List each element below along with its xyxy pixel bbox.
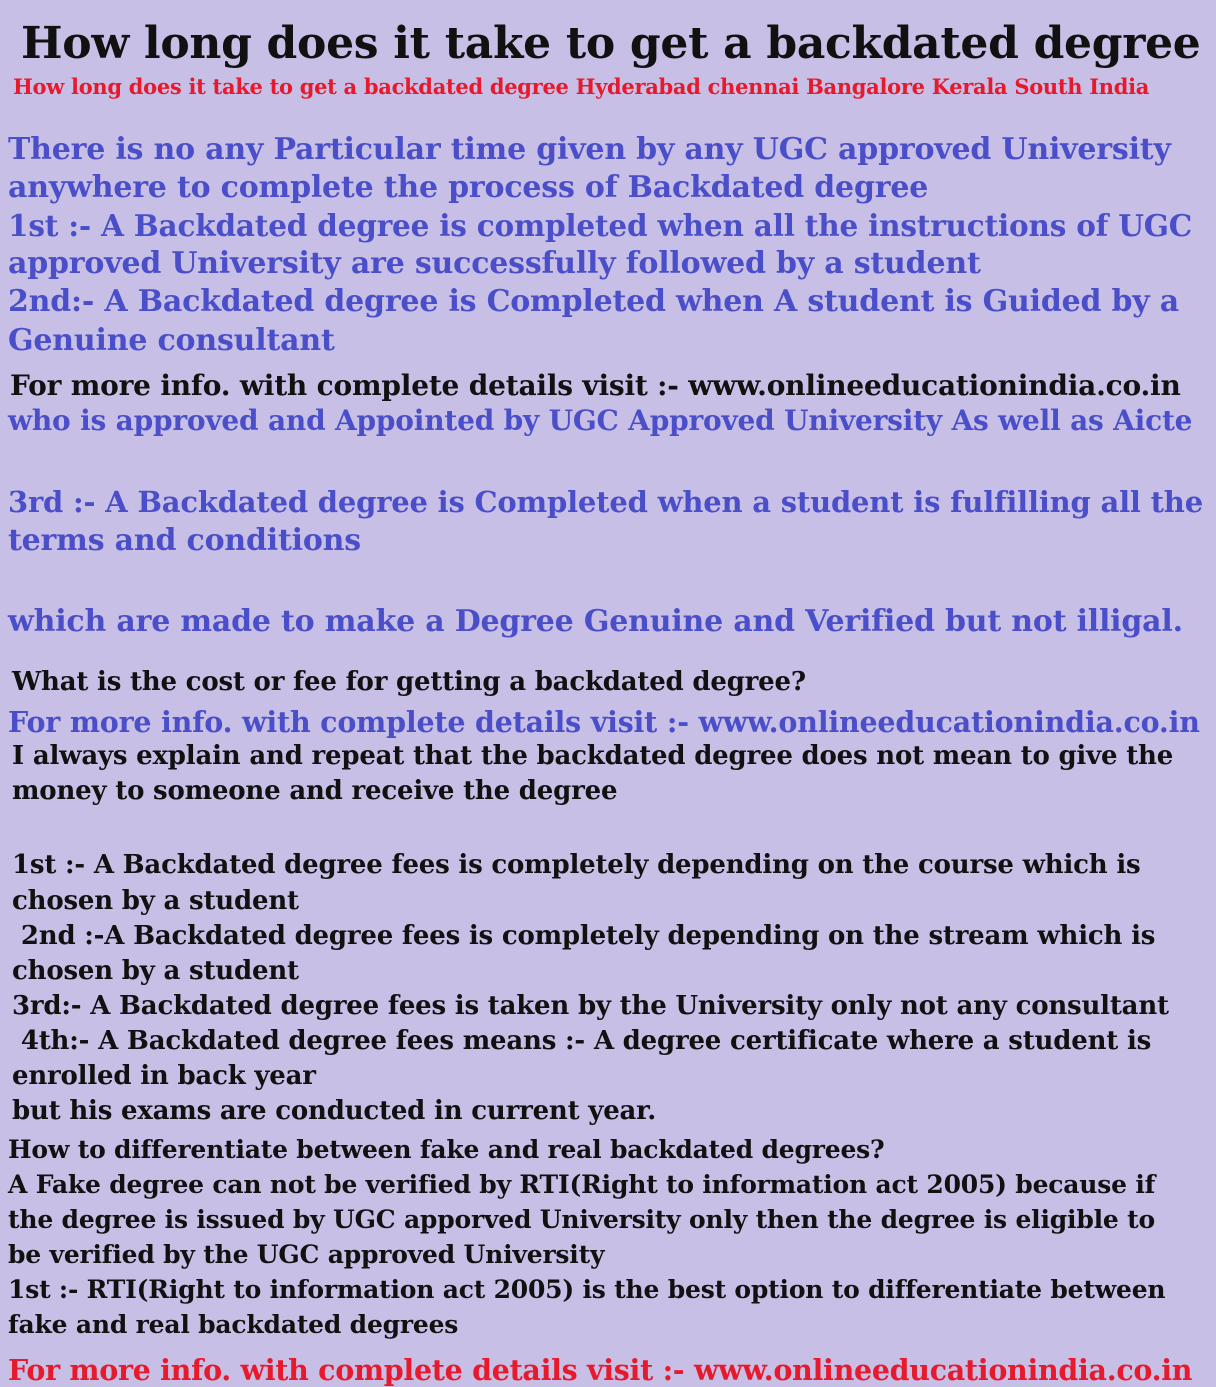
footer-visit-text: For more info. with complete details visit :- www.onlineeducationindia.co.in (8, 1353, 1193, 1387)
page-title: How long does it take to get a backdated degree (21, 18, 1201, 69)
paragraph-line: I always explain and repeat that the backdated degree does not mean to give the (12, 741, 1174, 771)
list-item: 3rd:- A Backdated degree fees is taken by the University only not any consultant (12, 991, 1169, 1021)
paragraph-line: 1st :- RTI(Right to information act 2005) is the best option to differentiate between (8, 1275, 1166, 1304)
paragraph-line: terms and conditions (8, 523, 361, 558)
paragraph-line: Genuine consultant (8, 323, 335, 358)
paragraph-line: There is no any Particular time given by any UGC approved University (8, 132, 1171, 167)
visit-link-text: For more info. with complete details visit :- www.onlineeducationindia.co.in (10, 369, 1181, 402)
list-item: chosen by a student (12, 956, 299, 986)
paragraph-line: 2nd:- A Backdated degree is Completed when A student is Guided by a (8, 284, 1179, 319)
paragraph-line: A Fake degree can not be verified by RTI(Right to information act 2005) because if (8, 1170, 1156, 1199)
paragraph-line: 3rd :- A Backdated degree is Completed when a student is fulfilling all the (8, 485, 1203, 519)
conclusion-line: which are made to make a Degree Genuine and Verified but not illigal. (8, 604, 1183, 639)
paragraph-line: be verified by the UGC approved University (8, 1240, 605, 1269)
cost-question-heading: What is the cost or fee for getting a backdated degree? (12, 667, 806, 697)
page-subtitle: How long does it take to get a backdated degree Hyderabad chennai Bangalore Kerala South India (13, 74, 1150, 99)
paragraph-line: fake and real backdated degrees (8, 1310, 459, 1339)
visit-link-text: For more info. with complete details visit :- www.onlineeducationindia.co.in (8, 705, 1200, 739)
fake-real-heading: How to differentiate between fake and real backdated degrees? (8, 1135, 885, 1164)
list-item: 1st :- A Backdated degree fees is completely depending on the course which is (12, 850, 1141, 880)
list-item: 2nd :-A Backdated degree fees is completely depending on the stream which is (12, 921, 1156, 951)
paragraph-line: the degree is issued by UGC apporved University only then the degree is eligible to (8, 1205, 1155, 1234)
paragraph-line: anywhere to complete the process of Backdated degree (8, 170, 929, 205)
paragraph-line: approved University are successfully followed by a student (8, 246, 981, 281)
list-item: but his exams are conducted in current year. (12, 1096, 657, 1126)
paragraph-line: money to someone and receive the degree (12, 776, 618, 806)
list-item: 4th:- A Backdated degree fees means :- A degree certificate where a student is (12, 1026, 1152, 1056)
paragraph-line: 1st :- A Backdated degree is completed when all the instructions of UGC (8, 208, 1193, 243)
approved-line: who is approved and Appointed by UGC Approved University As well as Aicte (8, 404, 1193, 437)
list-item: enrolled in back year (12, 1061, 316, 1091)
list-item: chosen by a student (12, 886, 299, 916)
